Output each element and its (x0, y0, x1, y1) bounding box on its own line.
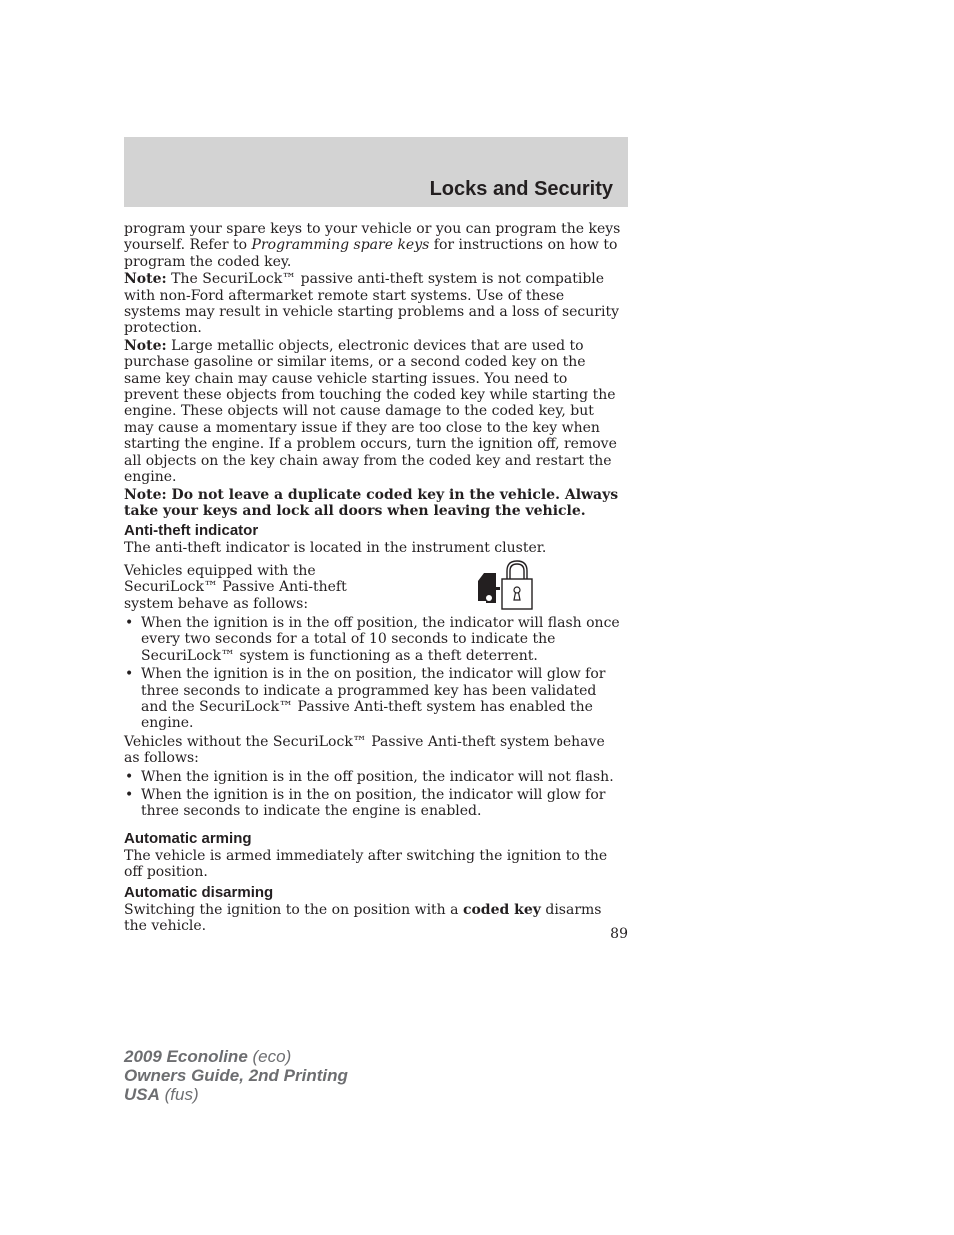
page-number: 89 (610, 926, 628, 942)
equipped-intro: Vehicles equipped with the SecuriLock™ Passive Anti-theft system behave as follows: (124, 562, 347, 612)
note-label: Note: (124, 337, 167, 354)
document-footer (124, 1047, 348, 1104)
indicator-location-text: The anti-theft indicator is located in the instrument cluster. (124, 540, 547, 557)
note-label: Note: (124, 271, 167, 288)
without-intro: Vehicles without the SecuriLock™ Passive Anti-theft system behave as follows: (124, 733, 605, 767)
automatic-arming-text: The vehicle is armed immediately after switching the ignition to the off position. (124, 847, 608, 881)
section-header-band (124, 137, 628, 207)
page-content (124, 221, 624, 935)
car-padlock-icon (474, 559, 536, 611)
automatic-disarming-text: Switching the ignition to the on position with a coded key disarms the vehicle. (124, 901, 602, 935)
heading-automatic-disarming: Automatic disarming (124, 883, 274, 901)
intro-paragraph: program your spare keys to your vehicle or you can program the keys yourself. Refer to Programming spare keys for instructions on how to program the coded key. (124, 221, 621, 270)
section-title: Locks and Security (429, 178, 613, 200)
list-item: • When the ignition is in the on position, the indicator will glow for three seconds to indicate the engine is enabled. (125, 787, 606, 820)
without-bullet-list (124, 769, 624, 820)
list-item: • When the ignition is in the off position, the indicator will not flash. (125, 768, 614, 785)
equipped-bullet-list (124, 615, 624, 732)
footer-line-model: 2009 Econoline (eco) (124, 1047, 292, 1066)
list-item: • When the ignition is in the on position, the indicator will glow for three seconds to indicate a programmed key has been validated and the SecuriLock™ Passive Anti-theft system has enabled the engine. (125, 666, 606, 732)
heading-automatic-arming: Automatic arming (124, 829, 252, 847)
cross-reference: Programming spare keys (251, 237, 430, 254)
note-duplicate-key: Note: Do not leave a duplicate coded key in the vehicle. Always take your keys and lock all doors when leaving the vehicle. (124, 486, 619, 519)
note-remote-start: Note: The SecuriLock™ passive anti-theft system is not compatible with non-Ford aftermarket remote start systems. Use of these systems may result in vehicle starting problems and a loss of security protection. (124, 271, 619, 337)
indicator-row (124, 563, 624, 612)
footer-line-printing: Owners Guide, 2nd Printing (124, 1066, 348, 1085)
list-item: • When the ignition is in the off position, the indicator will flash once every two seconds for a total of 10 seconds to indicate the SecuriLock™ system is functioning as a theft deterrent. (125, 614, 620, 664)
heading-anti-theft-indicator: Anti-theft indicator (124, 522, 259, 540)
footer-line-market: USA (fus) (124, 1085, 199, 1104)
note-metallic-objects: Note: Large metallic objects, electronic devices that are used to purchase gasoline or similar items, or a second coded key on the same key chain may cause vehicle starting issues. You need to prevent these objects from touching the coded key while starting the engine. These objects will not cause damage to the coded key, but may cause a momentary issue if they are too close to the key when starting the engine. If a problem occurs, turn the ignition off, remove all objects on the key chain away from the coded key and restart the engine. (124, 337, 617, 486)
